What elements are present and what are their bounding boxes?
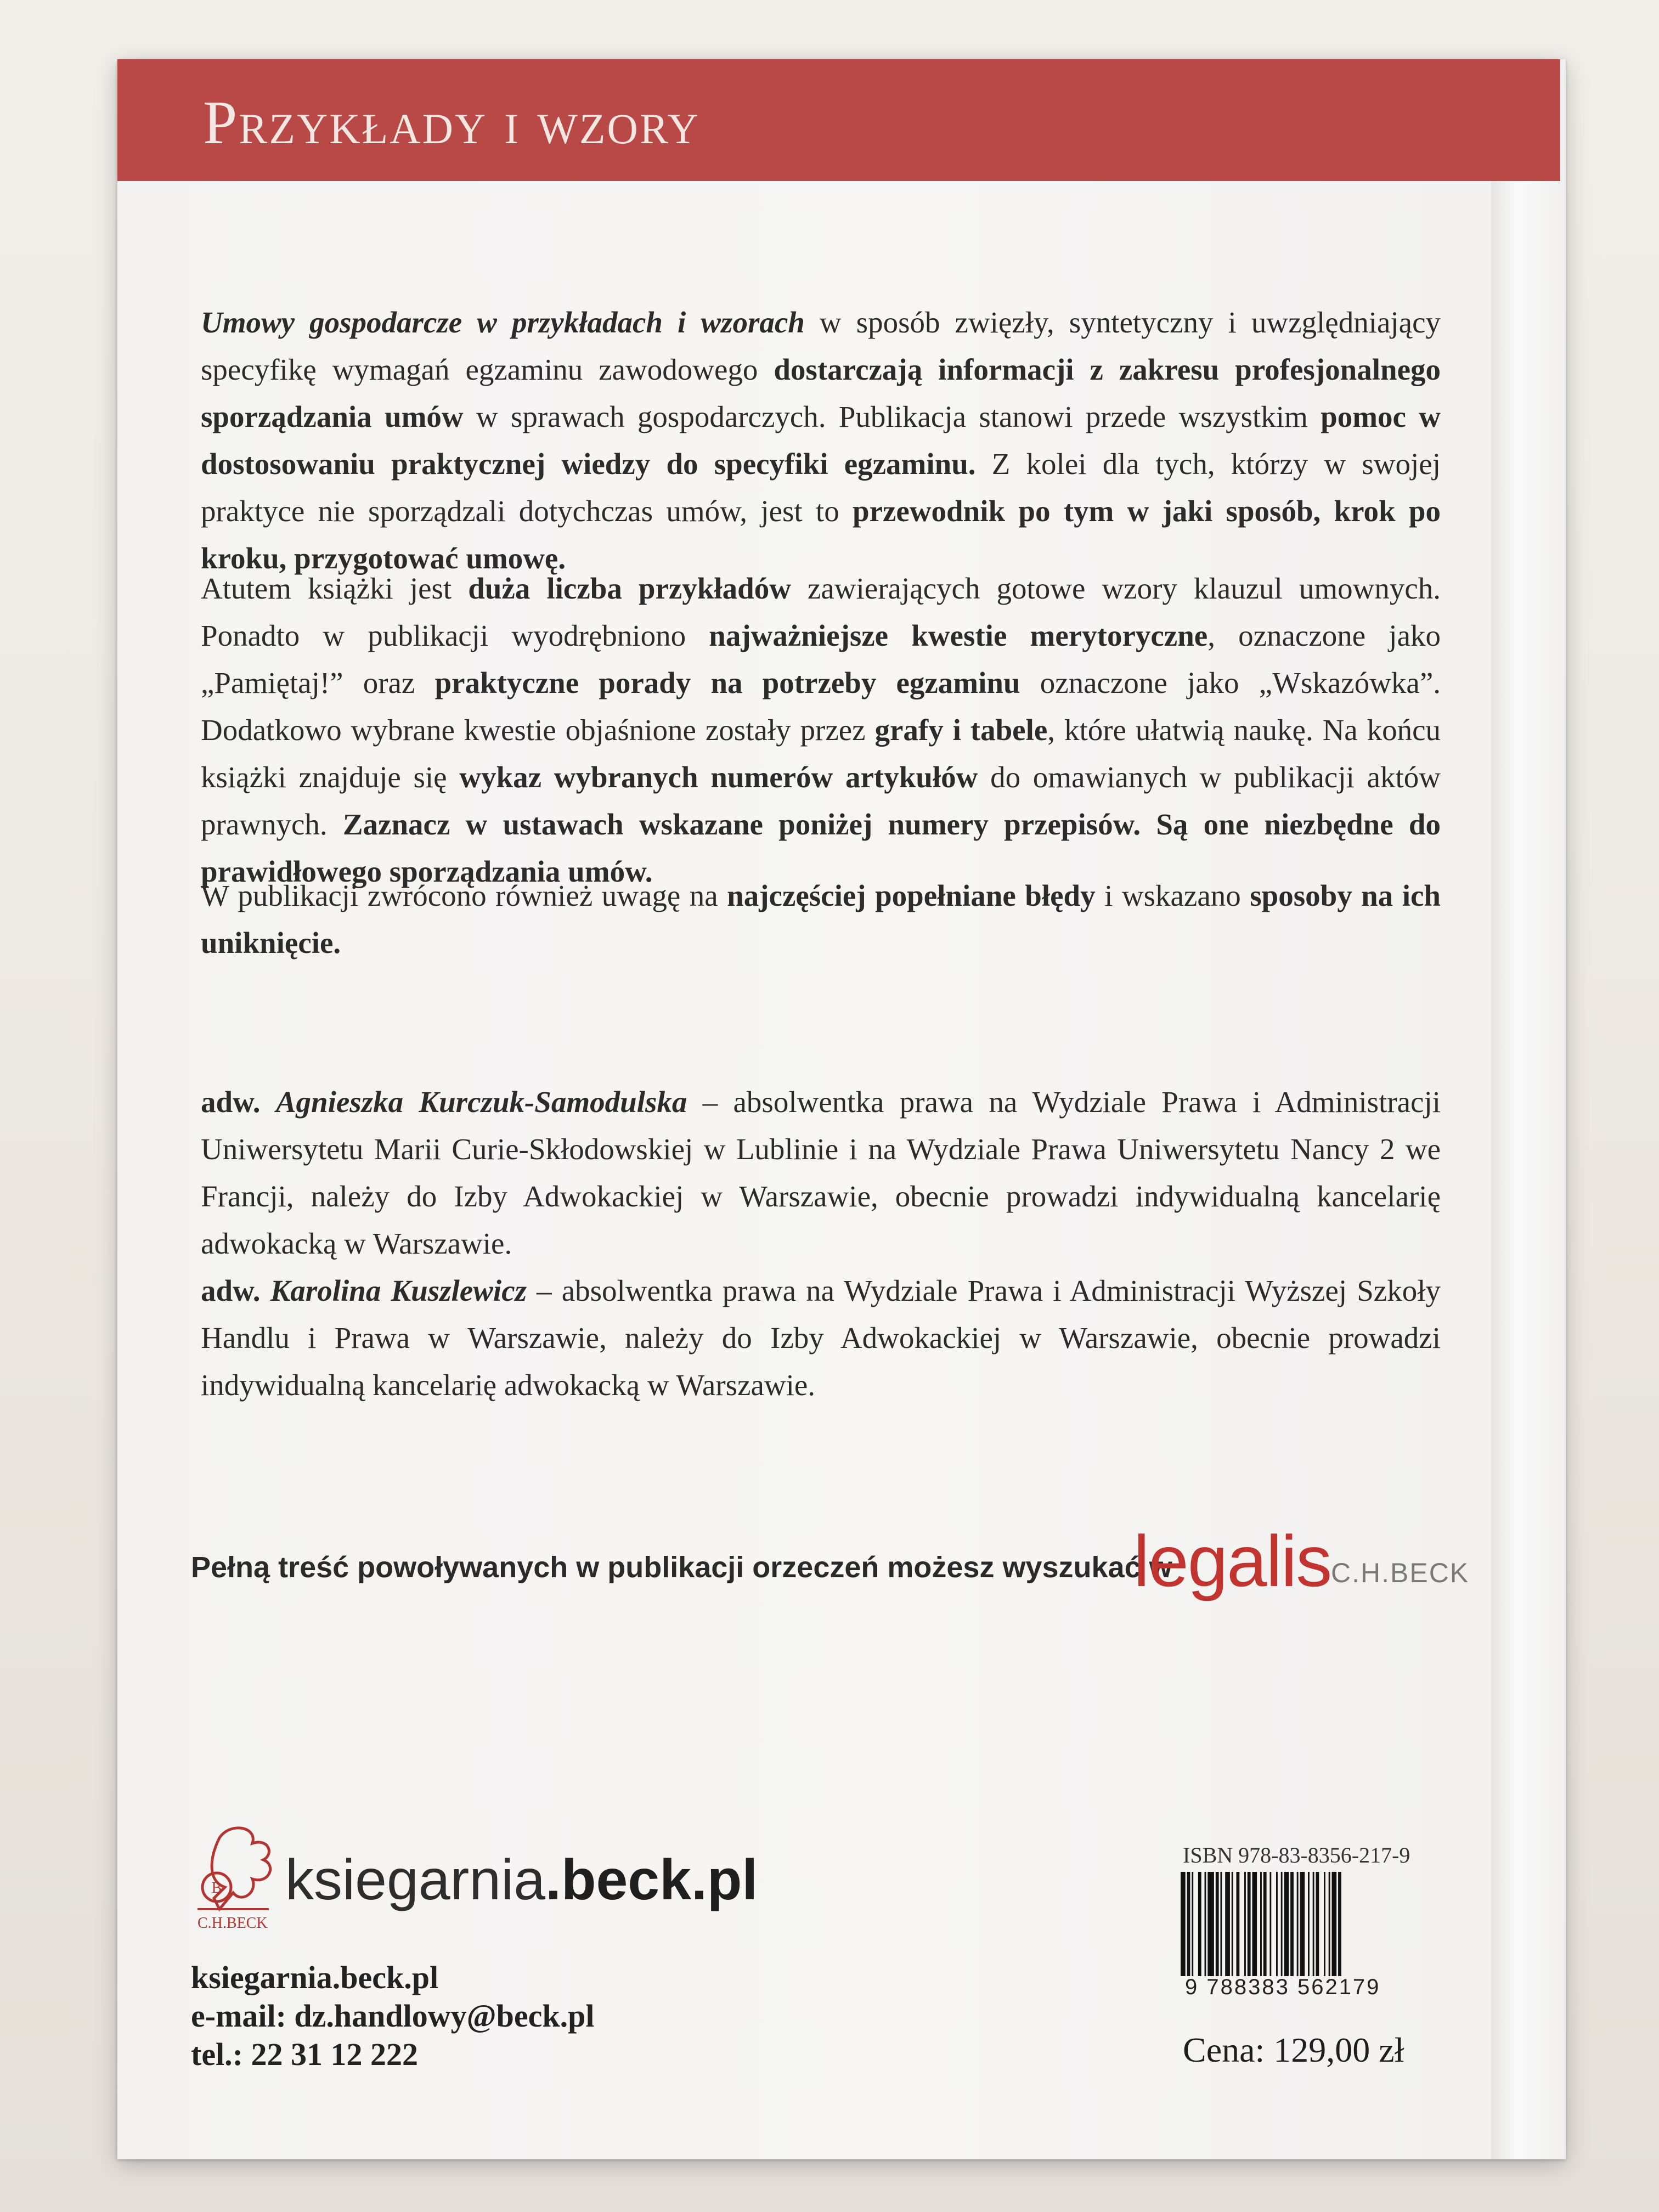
text-run: duża liczba przykładów — [468, 572, 791, 605]
barcode-bar — [1313, 1872, 1314, 1976]
barcode-bar — [1207, 1872, 1214, 1976]
svg-text:B: B — [211, 1880, 222, 1897]
barcode-bar — [1205, 1872, 1206, 1976]
barcode-bar — [1281, 1872, 1283, 1976]
text-run: i wskazano — [1095, 879, 1250, 912]
barcode-bar — [1225, 1872, 1230, 1976]
isbn-label: ISBN 978-83-8356-217-9 — [1183, 1843, 1410, 1867]
author-bio-2 — [201, 1267, 1441, 1409]
text-run: wykaz wybranych numerów artykułów — [459, 760, 978, 794]
barcode-bar — [1276, 1872, 1278, 1976]
text-run: Zaznacz w ustawach wskazane poniżej numery przepisów. Są one niezbędne do prawidłowego sporządzania umów. — [201, 808, 1441, 888]
barcode-bar — [1192, 1872, 1193, 1976]
text-run: pomoc w dostosowaniu praktycznej wiedzy do specyfiki egzaminu. — [201, 400, 1441, 481]
barcode-bar — [1244, 1872, 1246, 1976]
text-run: Karolina Kuszlewicz — [270, 1274, 527, 1307]
series-title: Przykłady i wzory — [203, 89, 700, 157]
barcode-bar — [1198, 1872, 1201, 1976]
text-run: Umowy gospodarcze w przykładach i wzorach — [201, 306, 805, 339]
text-run: dostarczają informacji z zakresu profesjonalnego sporządzania umów — [201, 353, 1441, 433]
description-paragraph-3 — [201, 872, 1441, 967]
text-run: – absolwentka prawa na Wydziale Prawa i Administracji Wyższej Szkoły Handlu i Prawa w Warszawie, należy do Izby Adwokackiej w Warszawie, obecnie prowadzi indywidualną kancelarię adwokacką w Warszawie. — [201, 1274, 1441, 1402]
barcode-bar — [1329, 1872, 1330, 1976]
legalis-publisher: C.H.BECK — [1331, 1558, 1470, 1588]
text-run: – absolwentka prawa na Wydziale Prawa i Administracji Uniwersytetu Marii Curie-Skłodowskiej w Lublinie i na Wydziale Prawa Uniwersytetu Nancy 2 we Francji, należy do Izby Adwokackiej w Warszawie, obecnie prowadzi indywidualną kancelarię adwokacką w Warszawie. — [201, 1085, 1441, 1260]
barcode-bar — [1187, 1872, 1190, 1976]
barcode-bar — [1338, 1872, 1341, 1976]
contact-email: e-mail: dz.handlowy@beck.pl — [191, 1998, 595, 2034]
text-run: najważniejsze kwestie merytoryczne — [709, 619, 1208, 652]
text-run: sposoby na ich uniknięcie. — [201, 879, 1441, 960]
barcode-icon — [1178, 1872, 1458, 1976]
barcode-bar — [1216, 1872, 1219, 1976]
text-run: Agnieszka Kurczuk-Samodulska — [275, 1085, 687, 1119]
description-paragraph-1 — [201, 299, 1441, 582]
text-run: w sposób zwięzły, syntetyczny i uwzględniający specyfikę wymagań egzaminu zawodowego — [201, 306, 1441, 386]
legalis-logo: legalis — [1133, 1521, 1331, 1601]
barcode-digits: 9 788383 562179 — [1185, 1975, 1381, 1999]
author-bio-1 — [201, 1079, 1441, 1267]
text-run: Atutem książki jest — [201, 572, 469, 605]
legalis-promo-text: Pełną treść powoływanych w publikacji orzeczeń możesz wyszukać w — [191, 1551, 1172, 1584]
barcode-bar — [1252, 1872, 1257, 1976]
text-run: do omawianych w publikacji aktów prawnych. — [201, 760, 1441, 841]
text-run: adw. — [201, 1085, 276, 1119]
contact-block — [191, 1959, 595, 2074]
text-run: , oznaczone jako „Pamiętaj!” oraz — [201, 619, 1441, 699]
barcode-bar — [1332, 1872, 1337, 1976]
text-run: adw. — [201, 1274, 270, 1307]
barcode-bar — [1232, 1872, 1233, 1976]
text-run: praktyczne porady na potrzeby egzaminu — [435, 666, 1020, 699]
barcode-bar — [1221, 1872, 1222, 1976]
contact-phone: tel.: 22 31 12 222 — [191, 2036, 418, 2072]
barcode-bar — [1248, 1872, 1251, 1976]
bookstore-logo-part2: .beck.pl — [545, 1848, 758, 1912]
bookstore-logo-part1: ksiegarnia — [285, 1848, 546, 1912]
barcode-bar — [1181, 1872, 1186, 1976]
price-label: Cena: 129,00 zł — [1183, 2030, 1404, 2069]
barcode-bar — [1269, 1872, 1271, 1976]
barcode-bar — [1290, 1872, 1294, 1976]
bookstore-logo — [285, 1848, 758, 1912]
page-edge — [1491, 59, 1566, 2159]
text-run: w sprawach gospodarczych. Publikacja stanowi przede wszystkim — [463, 400, 1321, 433]
barcode-bar — [1260, 1872, 1262, 1976]
contact-website: ksiegarnia.beck.pl — [191, 1960, 439, 1995]
barcode-bar — [1308, 1872, 1310, 1976]
text-run: najczęściej popełniane błędy — [727, 879, 1096, 912]
beck-logo-label: C.H.BECK — [198, 1915, 268, 1932]
text-run: , które ułatwią naukę. Na końcu książki znajduje się — [201, 713, 1441, 794]
text-run: zawierających gotowe wzory klauzul umownych. Ponadto w publikacji wyodrębniono — [201, 572, 1441, 652]
description-paragraph-2 — [201, 565, 1441, 895]
barcode-bar — [1324, 1872, 1325, 1976]
text-run: W publikacji zwrócono również uwagę na — [201, 879, 727, 912]
text-run: Z kolei dla tych, którzy w swojej praktyce nie sporządzali dotychczas umów, jest to — [201, 447, 1441, 528]
barcode-bar — [1297, 1872, 1299, 1976]
barcode-bar — [1284, 1872, 1289, 1976]
legalis-promo — [191, 1521, 1475, 1602]
text-run: grafy i tabele — [874, 713, 1048, 747]
barcode-bar — [1237, 1872, 1240, 1976]
barcode-bar — [1316, 1872, 1319, 1976]
text-run: przewodnik po tym w jaki sposób, krok po kroku, przygotować umowę. — [201, 494, 1441, 575]
text-run: oznaczone jako „Wskazówka”. Dodatkowo wybrane kwestie objaśnione zostały przez — [201, 666, 1441, 747]
barcode-bar — [1300, 1872, 1305, 1976]
barcode-bar — [1263, 1872, 1267, 1976]
